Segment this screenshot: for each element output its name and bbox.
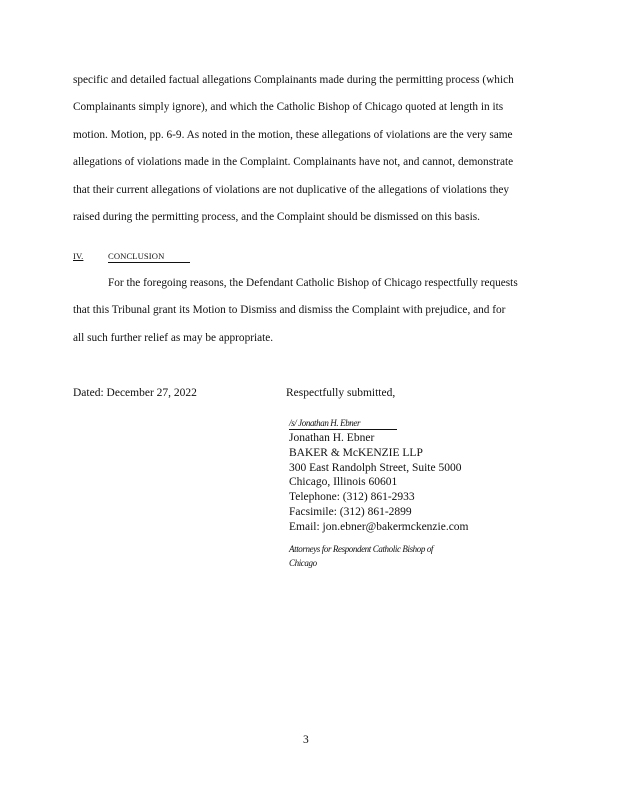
- facsimile: Facsimile: (312) 861-2899: [289, 505, 412, 518]
- section-number: IV.: [73, 251, 84, 261]
- paragraph-line: motion. Motion, pp. 6-9. As noted in the motion, these allegations of violations are the very same: [73, 129, 513, 141]
- paragraph-line: allegations of violations made in the Complaint. Complainants have not, and cannot, demonstrate: [73, 156, 514, 168]
- paragraph-line: that their current allegations of violations are not duplicative of the allegations of violations they: [73, 184, 510, 196]
- email: Email: jon.ebner@bakermckenzie.com: [289, 520, 469, 533]
- attorneys-for: [289, 542, 433, 570]
- dated-line: Dated: December 27, 2022: [73, 387, 197, 399]
- paragraph-line: For the foregoing reasons, the Defendant Catholic Bishop of Chicago respectfully requests: [108, 277, 518, 289]
- signature-block: [289, 431, 469, 535]
- paragraph-line: raised during the permitting process, and the Complaint should be dismissed on this basis.: [73, 211, 480, 223]
- attorneys-for-line: Attorneys for Respondent Catholic Bishop of: [289, 544, 434, 554]
- heading-underline: [108, 262, 190, 263]
- signature-line: [289, 429, 397, 430]
- signer-name: Jonathan H. Ebner: [289, 432, 375, 444]
- telephone: Telephone: (312) 861-2933: [289, 491, 415, 504]
- section-title: CONCLUSION: [108, 251, 165, 261]
- firm-name: BAKER & McKENZIE LLP: [289, 446, 423, 459]
- page-number: 3: [303, 734, 309, 746]
- attorneys-for-line: Chicago: [289, 558, 317, 568]
- paragraph-line: Complainants simply ignore), and which the Catholic Bishop of Chicago quoted at length in its: [73, 101, 504, 113]
- city-address: Chicago, Illinois 60601: [289, 476, 398, 489]
- electronic-signature: /s/ Jonathan H. Ebner: [289, 418, 361, 428]
- paragraph-line: that this Tribunal grant its Motion to Dismiss and dismiss the Complaint with prejudice, and for: [73, 304, 506, 316]
- respectfully-submitted: Respectfully submitted,: [286, 387, 396, 399]
- street-address: 300 East Randolph Street, Suite 5000: [289, 461, 462, 474]
- paragraph-line: all such further relief as may be appropriate.: [73, 332, 274, 344]
- paragraph-line: specific and detailed factual allegations Complainants made during the permitting process (which: [73, 74, 514, 86]
